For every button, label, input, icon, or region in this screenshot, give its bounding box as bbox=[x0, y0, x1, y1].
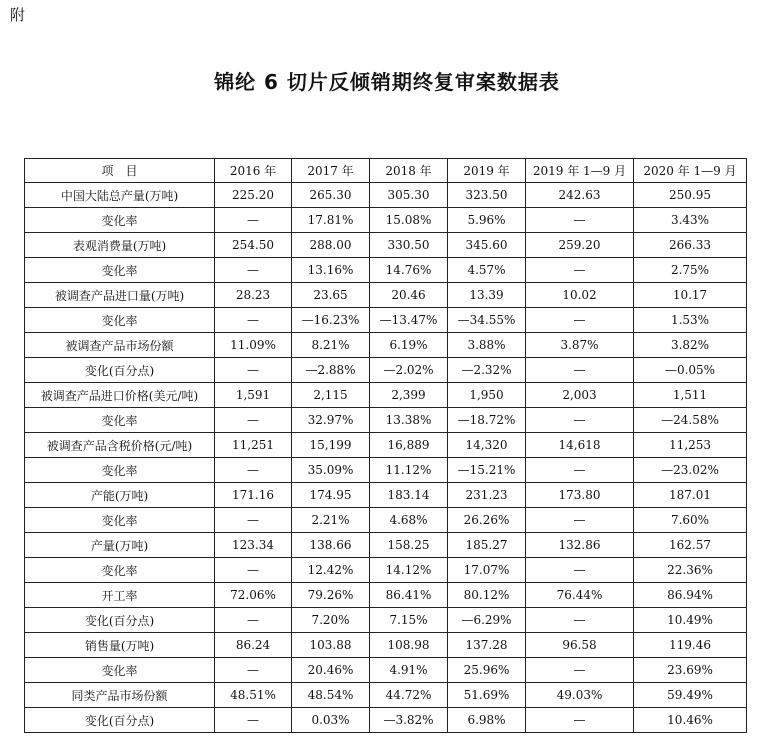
table-cell: 14.76% bbox=[370, 258, 448, 283]
table-cell: —18.72% bbox=[448, 408, 526, 433]
table-cell: — bbox=[526, 558, 634, 583]
row-label: 变化率 bbox=[25, 658, 215, 683]
table-cell: 86.41% bbox=[370, 583, 448, 608]
row-label: 被调查产品进口价格(美元/吨) bbox=[25, 383, 215, 408]
row-label: 变化率 bbox=[25, 208, 215, 233]
table-cell: 28.23 bbox=[215, 283, 292, 308]
table-cell: 185.27 bbox=[448, 533, 526, 558]
table-cell: 183.14 bbox=[370, 483, 448, 508]
row-label: 销售量(万吨) bbox=[25, 633, 215, 658]
table-cell: 35.09% bbox=[292, 458, 370, 483]
table-cell: 17.81% bbox=[292, 208, 370, 233]
table-cell: —15.21% bbox=[448, 458, 526, 483]
table-row bbox=[25, 508, 747, 533]
table-cell: 138.66 bbox=[292, 533, 370, 558]
table-row bbox=[25, 533, 747, 558]
table-cell: —24.58% bbox=[634, 408, 747, 433]
table-cell: — bbox=[215, 558, 292, 583]
table-cell: 15,199 bbox=[292, 433, 370, 458]
table-cell: 59.49% bbox=[634, 683, 747, 708]
table-cell: 3.88% bbox=[448, 333, 526, 358]
table-cell: 13.39 bbox=[448, 283, 526, 308]
table-cell: 7.20% bbox=[292, 608, 370, 633]
row-label: 表观消费量(万吨) bbox=[25, 233, 215, 258]
table-cell: — bbox=[526, 408, 634, 433]
table-cell: 0.03% bbox=[292, 708, 370, 733]
row-label: 变化率 bbox=[25, 408, 215, 433]
table-cell: — bbox=[526, 508, 634, 533]
table-cell: 76.44% bbox=[526, 583, 634, 608]
table-cell: —2.02% bbox=[370, 358, 448, 383]
table-cell: 12.42% bbox=[292, 558, 370, 583]
table-cell: 171.16 bbox=[215, 483, 292, 508]
table-cell: — bbox=[215, 258, 292, 283]
table-row bbox=[25, 258, 747, 283]
table-row bbox=[25, 433, 747, 458]
table-row bbox=[25, 633, 747, 658]
table-cell: — bbox=[215, 458, 292, 483]
table-cell: 10.49% bbox=[634, 608, 747, 633]
row-label: 被调查产品含税价格(元/吨) bbox=[25, 433, 215, 458]
table-cell: 1,950 bbox=[448, 383, 526, 408]
table-cell: — bbox=[215, 408, 292, 433]
row-label: 中国大陆总产量(万吨) bbox=[25, 183, 215, 208]
table-cell: —6.29% bbox=[448, 608, 526, 633]
table-cell: — bbox=[526, 608, 634, 633]
table-cell: — bbox=[526, 308, 634, 333]
column-header-item: 项 目 bbox=[25, 159, 215, 183]
table-cell: 48.51% bbox=[215, 683, 292, 708]
table-cell: 103.88 bbox=[292, 633, 370, 658]
row-label: 产能(万吨) bbox=[25, 483, 215, 508]
table-cell: —34.55% bbox=[448, 308, 526, 333]
table-cell: 265.30 bbox=[292, 183, 370, 208]
table-cell: 13.16% bbox=[292, 258, 370, 283]
table-cell: 2,399 bbox=[370, 383, 448, 408]
table-cell: 25.96% bbox=[448, 658, 526, 683]
table-cell: 3.43% bbox=[634, 208, 747, 233]
table-cell: 242.63 bbox=[526, 183, 634, 208]
table-row bbox=[25, 308, 747, 333]
table-cell: — bbox=[526, 458, 634, 483]
table-cell: 10.17 bbox=[634, 283, 747, 308]
table-row bbox=[25, 558, 747, 583]
table-cell: 7.15% bbox=[370, 608, 448, 633]
row-label: 被调查产品进口量(万吨) bbox=[25, 283, 215, 308]
table-row bbox=[25, 458, 747, 483]
table-cell: 23.69% bbox=[634, 658, 747, 683]
row-label: 变化率 bbox=[25, 258, 215, 283]
table-cell: — bbox=[215, 658, 292, 683]
table-cell: 17.07% bbox=[448, 558, 526, 583]
table-cell: 20.46% bbox=[292, 658, 370, 683]
table-cell: 16,889 bbox=[370, 433, 448, 458]
table-row bbox=[25, 708, 747, 733]
table-cell: 4.68% bbox=[370, 508, 448, 533]
table-cell: 1.53% bbox=[634, 308, 747, 333]
table-cell: 26.26% bbox=[448, 508, 526, 533]
table-cell: —0.05% bbox=[634, 358, 747, 383]
table-row bbox=[25, 283, 747, 308]
table-cell: 22.36% bbox=[634, 558, 747, 583]
table-cell: 11,251 bbox=[215, 433, 292, 458]
table-row bbox=[25, 358, 747, 383]
table-cell: 108.98 bbox=[370, 633, 448, 658]
table-cell: 2.21% bbox=[292, 508, 370, 533]
table-cell: 11.12% bbox=[370, 458, 448, 483]
table-cell: 4.91% bbox=[370, 658, 448, 683]
appendix-label: 附 bbox=[10, 6, 26, 24]
row-label: 产量(万吨) bbox=[25, 533, 215, 558]
row-label: 同类产品市场份额 bbox=[25, 683, 215, 708]
table-row bbox=[25, 208, 747, 233]
table-cell: 80.12% bbox=[448, 583, 526, 608]
table-cell: 96.58 bbox=[526, 633, 634, 658]
table-cell: 173.80 bbox=[526, 483, 634, 508]
table-cell: 15.08% bbox=[370, 208, 448, 233]
table-header-row bbox=[25, 159, 747, 183]
column-header-2019-jan-sep: 2019 年 1—9 月 bbox=[526, 159, 634, 183]
table-cell: 13.38% bbox=[370, 408, 448, 433]
table-cell: 10.46% bbox=[634, 708, 747, 733]
table-cell: — bbox=[526, 358, 634, 383]
column-header-2016: 2016 年 bbox=[215, 159, 292, 183]
table-cell: 254.50 bbox=[215, 233, 292, 258]
table-cell: — bbox=[526, 208, 634, 233]
row-label: 变化(百分点) bbox=[25, 708, 215, 733]
table-cell: 123.34 bbox=[215, 533, 292, 558]
table-cell: — bbox=[526, 258, 634, 283]
table-cell: 323.50 bbox=[448, 183, 526, 208]
table-cell: 14.12% bbox=[370, 558, 448, 583]
column-header-2019: 2019 年 bbox=[448, 159, 526, 183]
table-row bbox=[25, 408, 747, 433]
table-row bbox=[25, 583, 747, 608]
table-cell: 6.19% bbox=[370, 333, 448, 358]
table-cell: 10.02 bbox=[526, 283, 634, 308]
table-cell: 225.20 bbox=[215, 183, 292, 208]
table-cell: 86.94% bbox=[634, 583, 747, 608]
table-cell: 32.97% bbox=[292, 408, 370, 433]
table-cell: 5.96% bbox=[448, 208, 526, 233]
table-row bbox=[25, 333, 747, 358]
table-cell: 14,618 bbox=[526, 433, 634, 458]
row-label: 变化率 bbox=[25, 508, 215, 533]
table-cell: 7.60% bbox=[634, 508, 747, 533]
table-cell: — bbox=[215, 358, 292, 383]
table-cell: 4.57% bbox=[448, 258, 526, 283]
table-cell: —16.23% bbox=[292, 308, 370, 333]
row-label: 变化(百分点) bbox=[25, 608, 215, 633]
table-cell: — bbox=[215, 208, 292, 233]
table-cell: —3.82% bbox=[370, 708, 448, 733]
table-cell: 266.33 bbox=[634, 233, 747, 258]
table-cell: 132.86 bbox=[526, 533, 634, 558]
table-cell: 86.24 bbox=[215, 633, 292, 658]
table-row bbox=[25, 233, 747, 258]
row-label: 变化(百分点) bbox=[25, 358, 215, 383]
column-header-2018: 2018 年 bbox=[370, 159, 448, 183]
table-row bbox=[25, 183, 747, 208]
table-row bbox=[25, 608, 747, 633]
table-cell: —13.47% bbox=[370, 308, 448, 333]
table-cell: 174.95 bbox=[292, 483, 370, 508]
table-row bbox=[25, 683, 747, 708]
table-cell: 23.65 bbox=[292, 283, 370, 308]
table-cell: — bbox=[215, 708, 292, 733]
table-cell: — bbox=[215, 308, 292, 333]
table-cell: 119.46 bbox=[634, 633, 747, 658]
column-header-2017: 2017 年 bbox=[292, 159, 370, 183]
table-cell: 6.98% bbox=[448, 708, 526, 733]
table-cell: —23.02% bbox=[634, 458, 747, 483]
table-cell: 250.95 bbox=[634, 183, 747, 208]
column-header-2020-jan-sep: 2020 年 1—9 月 bbox=[634, 159, 747, 183]
table-cell: 11,253 bbox=[634, 433, 747, 458]
row-label: 变化率 bbox=[25, 558, 215, 583]
table-cell: 288.00 bbox=[292, 233, 370, 258]
table-cell: 49.03% bbox=[526, 683, 634, 708]
table-cell: 162.57 bbox=[634, 533, 747, 558]
table-cell: 2,115 bbox=[292, 383, 370, 408]
table-row bbox=[25, 383, 747, 408]
table-row bbox=[25, 483, 747, 508]
table-cell: 48.54% bbox=[292, 683, 370, 708]
table-cell: 187.01 bbox=[634, 483, 747, 508]
table-cell: 231.23 bbox=[448, 483, 526, 508]
row-label: 变化率 bbox=[25, 458, 215, 483]
table-cell: 3.82% bbox=[634, 333, 747, 358]
table-cell: — bbox=[215, 608, 292, 633]
row-label: 被调查产品市场份额 bbox=[25, 333, 215, 358]
table-cell: 72.06% bbox=[215, 583, 292, 608]
table-cell: 2.75% bbox=[634, 258, 747, 283]
table-cell: 158.25 bbox=[370, 533, 448, 558]
table-cell: 1,511 bbox=[634, 383, 747, 408]
row-label: 变化率 bbox=[25, 308, 215, 333]
table-cell: 20.46 bbox=[370, 283, 448, 308]
table-cell: 8.21% bbox=[292, 333, 370, 358]
table-cell: 44.72% bbox=[370, 683, 448, 708]
table-cell: — bbox=[526, 708, 634, 733]
table-row bbox=[25, 658, 747, 683]
table-cell: —2.32% bbox=[448, 358, 526, 383]
row-label: 开工率 bbox=[25, 583, 215, 608]
table-cell: —2.88% bbox=[292, 358, 370, 383]
table-cell: 305.30 bbox=[370, 183, 448, 208]
table-cell: 1,591 bbox=[215, 383, 292, 408]
data-table bbox=[24, 158, 747, 733]
table-cell: 137.28 bbox=[448, 633, 526, 658]
table-cell: 345.60 bbox=[448, 233, 526, 258]
table-body bbox=[25, 183, 747, 733]
page-title: 锦纶 6 切片反倾销期终复审案数据表 bbox=[214, 70, 560, 94]
table-cell: 11.09% bbox=[215, 333, 292, 358]
table-cell: 51.69% bbox=[448, 683, 526, 708]
table-cell: 79.26% bbox=[292, 583, 370, 608]
table-cell: 2,003 bbox=[526, 383, 634, 408]
table-cell: 259.20 bbox=[526, 233, 634, 258]
table-cell: — bbox=[526, 658, 634, 683]
table-cell: — bbox=[215, 508, 292, 533]
table-cell: 14,320 bbox=[448, 433, 526, 458]
table-cell: 330.50 bbox=[370, 233, 448, 258]
table-cell: 3.87% bbox=[526, 333, 634, 358]
